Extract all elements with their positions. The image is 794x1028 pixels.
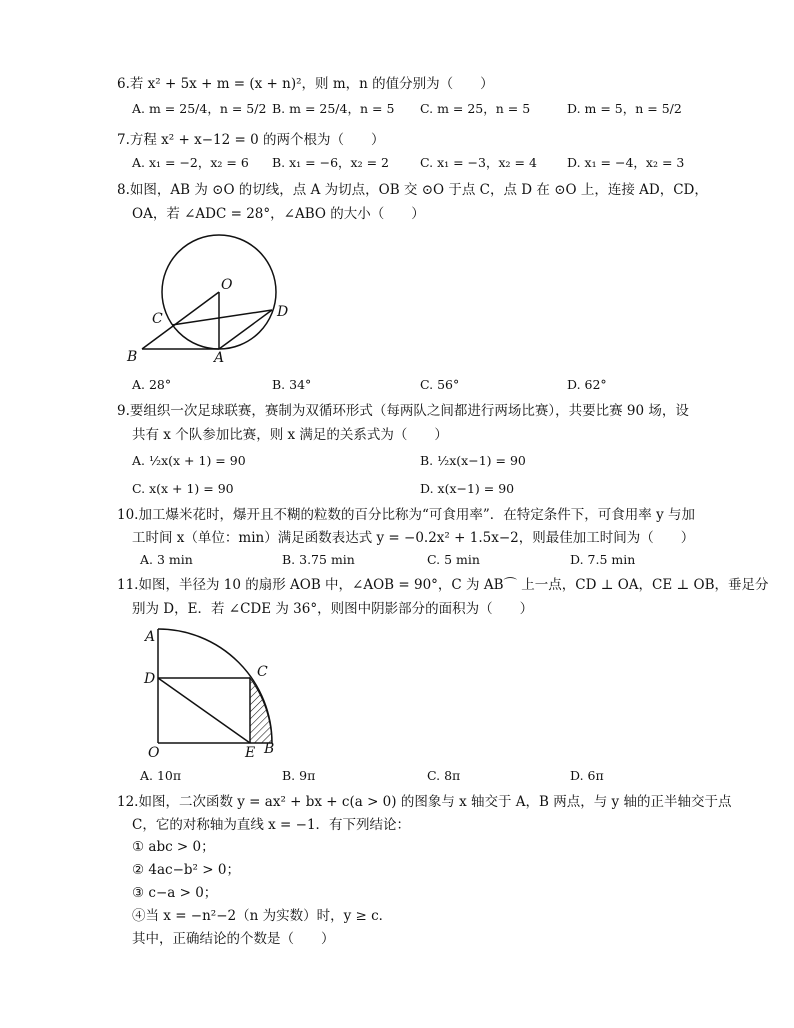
q8-stem-line2: OA，若 ∠ADC = 28°，∠ABO 的大小（ ） <box>132 206 425 222</box>
q7-option-a: A. x₁ = −2，x₂ = 6 <box>132 155 249 170</box>
q8-label-a: A <box>214 350 225 366</box>
q8-option-d: D. 62° <box>567 377 607 392</box>
q11-segment-de <box>158 678 250 743</box>
q10-option-c: C. 5 min <box>427 552 480 567</box>
q11-label-a: A <box>145 629 156 645</box>
q12-conclusion-2: ② 4ac−b² > 0； <box>132 862 240 878</box>
q8-option-c: C. 56° <box>420 377 460 392</box>
q9-option-b: B. ½x(x−1) = 90 <box>420 453 526 468</box>
q11-label-c: C <box>257 664 268 680</box>
q9-option-a: A. ½x(x + 1) = 90 <box>132 453 246 468</box>
q7-stem: 7.方程 x² + x−12 = 0 的两个根为（ ） <box>117 132 385 148</box>
q11-option-b: B. 9π <box>282 768 316 783</box>
q12-stem-line1: 12.如图，二次函数 y = ax² + bx + c(a > 0) 的图象与 x 轴交于 A，B 两点，与 y 轴的正半轴交于点 <box>117 794 732 810</box>
q8-label-c: C <box>152 311 163 327</box>
q9-option-d: D. x(x−1) = 90 <box>420 481 515 496</box>
q9-stem-line2: 共有 x 个队参加比赛，则 x 满足的关系式为（ ） <box>132 427 448 443</box>
q11-stem-line1: 11.如图，半径为 10 的扇形 AOB 中，∠AOB = 90°，C 为 AB⌒ 上一点，CD ⊥ OA，CE ⊥ OB，垂足分 <box>117 577 769 593</box>
q8-label-d: D <box>277 304 289 320</box>
q7-option-d: D. x₁ = −4，x₂ = 3 <box>567 155 685 170</box>
q10-stem-line1: 10.加工爆米花时，爆开且不糊的粒数的百分比称为“可食用率”．在特定条件下，可食用率 y 与加 <box>117 507 695 523</box>
q10-stem-line2: 工时间 x（单位：min）满足函数表达式 y = −0.2x² + 1.5x−2，则最佳加工时间为（ ） <box>132 530 695 546</box>
q10-option-a: A. 3 min <box>140 552 193 567</box>
q11-option-c: C. 8π <box>427 768 461 783</box>
q12-conclusion-3: ③ c−a > 0； <box>132 885 218 901</box>
q8-option-b: B. 34° <box>272 377 312 392</box>
q11-option-a: A. 10π <box>140 768 182 783</box>
q12-conclusion-4: ④当 x = −n²−2（n 为实数）时，y ≥ c． <box>132 908 393 924</box>
q8-stem-line1: 8.如图，AB 为 ⊙O 的切线，点 A 为切点，OB 交 ⊙O 于点 C，点 D 在 ⊙O 上，连接 AD，CD， <box>117 182 708 198</box>
q8-label-b: B <box>127 349 138 365</box>
q6-option-c: C. m = 25，n = 5 <box>420 101 531 116</box>
q8-label-o: O <box>221 277 233 293</box>
q6-option-d: D. m = 5，n = 5/2 <box>567 101 682 116</box>
q8-option-a: A. 28° <box>132 377 172 392</box>
q12-stem-line2: C，它的对称轴为直线 x = −1．有下列结论： <box>132 817 411 833</box>
q10-option-b: B. 3.75 min <box>282 552 355 567</box>
q7-option-c: C. x₁ = −3，x₂ = 4 <box>420 155 537 170</box>
q11-label-e: E <box>245 745 256 761</box>
q12-conclusion-1: ① abc > 0； <box>132 839 215 855</box>
q6-option-b: B. m = 25/4，n = 5 <box>272 101 395 116</box>
q6-option-a: A. m = 25/4，n = 5/2 <box>132 101 267 116</box>
q12-closing: 其中，正确结论的个数是（ ） <box>132 931 335 947</box>
q9-option-c: C. x(x + 1) = 90 <box>132 481 234 496</box>
q9-stem-line1: 9.要组织一次足球联赛，赛制为双循环形式（每两队之间都进行两场比赛），共要比赛 90 场，设 <box>117 403 689 419</box>
q11-label-b: B <box>264 741 275 757</box>
q6-stem: 6.若 x² + 5x + m = (x + n)²，则 m，n 的值分别为（ ） <box>117 76 494 92</box>
q11-label-o: O <box>148 745 160 761</box>
q11-option-d: D. 6π <box>570 768 604 783</box>
q10-option-d: D. 7.5 min <box>570 552 636 567</box>
q11-label-d: D <box>144 671 156 687</box>
q11-stem-line2: 别为 D，E．若 ∠CDE 为 36°，则图中阴影部分的面积为（ ） <box>132 601 534 617</box>
q7-option-b: B. x₁ = −6，x₂ = 2 <box>272 155 389 170</box>
q11-shaded-region <box>250 678 272 743</box>
